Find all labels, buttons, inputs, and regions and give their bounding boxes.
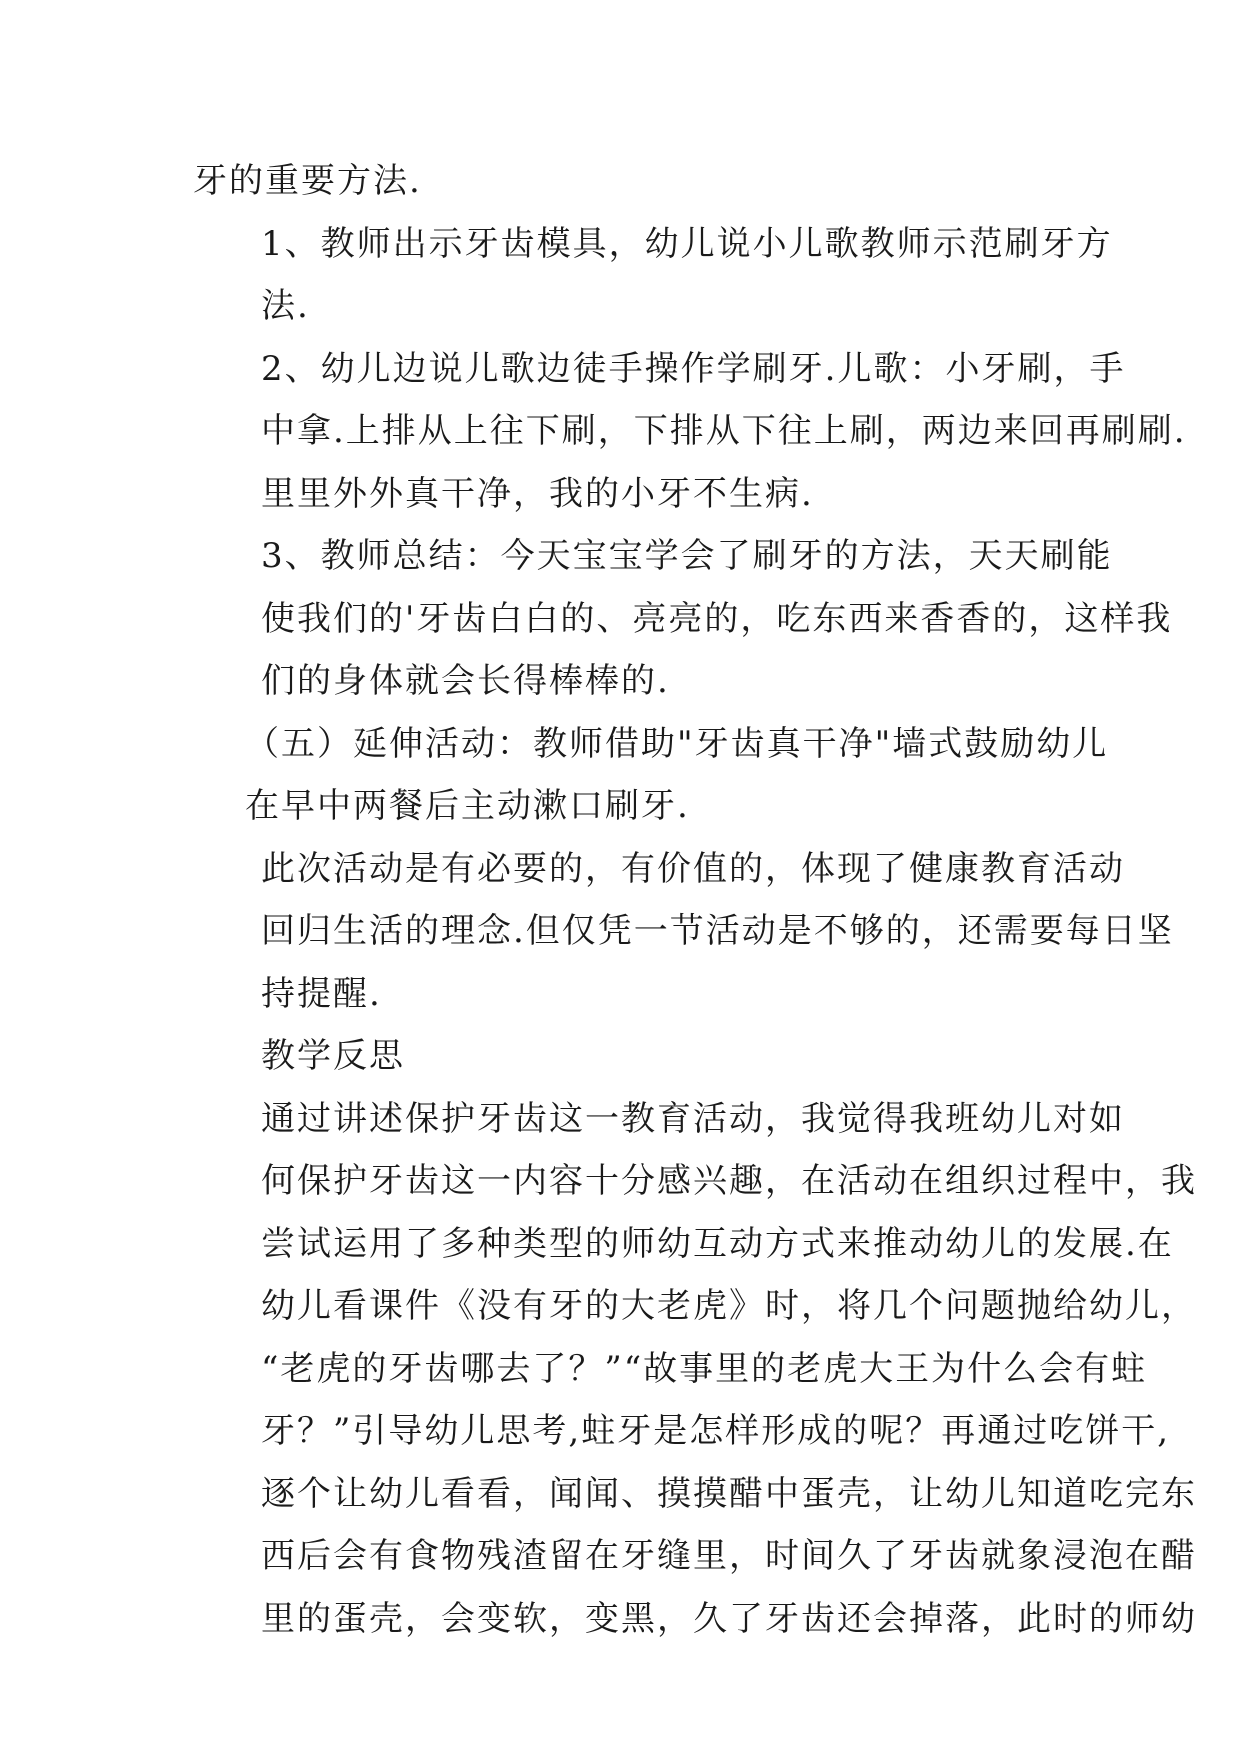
text-line: 们的身体就会长得棒棒的.	[261, 661, 670, 701]
text-line: 使我们的'牙齿白白的、亮亮的，吃东西来香香的，这样我	[261, 598, 1173, 639]
text-line: 中拿.上排从上往下刷，下排从下往上刷，两边来回再刷刷.	[261, 411, 1187, 451]
text-line: 在早中两餐后主动漱口刷牙.	[245, 786, 690, 826]
paragraph-reflection-body	[193, 1088, 1197, 1651]
text-line: 法.	[261, 286, 310, 326]
text-line: 此次活动是有必要的，有价值的，体现了健康教育活动	[261, 848, 1125, 889]
text-line: 通过讲述保护牙齿这一教育活动，我觉得我班幼儿对如	[261, 1098, 1125, 1139]
section-heading-reflection	[193, 1025, 1055, 1088]
text-line: 1、教师出示牙齿模具，幼儿说小儿歌教师示范刷牙方	[261, 223, 1113, 264]
text-line: 何保护牙齿这一内容十分感兴趣，在活动在组织过程中，我	[261, 1161, 1197, 1201]
paragraph-continuation	[193, 150, 1055, 213]
text-line: 牙的重要方法.	[193, 161, 422, 201]
text-line: 教学反思	[261, 1036, 405, 1076]
text-line: （五）延伸活动：教师借助"牙齿真干净"墙式鼓励幼儿	[245, 723, 1109, 764]
text-line: 尝试运用了多种类型的师幼互动方式来推动幼儿的发展.在	[261, 1223, 1174, 1264]
text-line: 回归生活的理念.但仅凭一节活动是不够的，还需要每日坚	[261, 911, 1174, 951]
paragraph-extension-activity	[193, 713, 1109, 838]
text-line: 2、幼儿边说儿歌边徒手操作学刷牙.儿歌：小牙刷，手	[261, 348, 1126, 389]
document-body	[193, 150, 1197, 1650]
text-line: 里的蛋壳，会变软，变黑，久了牙齿还会掉落，此时的师幼	[261, 1598, 1197, 1639]
paragraph-step-2	[193, 338, 1187, 526]
text-line: “老虎的牙齿哪去了？”“故事里的老虎大王为什么会有蛀	[261, 1348, 1148, 1389]
text-line: 牙？”引导幼儿思考,蛀牙是怎样形成的呢？再通过吃饼干,	[261, 1411, 1170, 1451]
text-line: 3、教师总结：今天宝宝学会了刷牙的方法，天天刷能	[261, 536, 1113, 576]
text-line: 持提醒.	[261, 973, 382, 1014]
paragraph-evaluation	[193, 838, 1174, 1026]
text-line: 逐个让幼儿看看，闻闻、摸摸醋中蛋壳，让幼儿知道吃完东	[261, 1473, 1197, 1514]
text-line: 幼儿看课件《没有牙的大老虎》时，将几个问题抛给幼儿，	[261, 1286, 1197, 1326]
text-line: 西后会有食物残渣留在牙缝里，时间久了牙齿就象浸泡在醋	[261, 1536, 1197, 1576]
paragraph-step-3	[193, 525, 1173, 713]
text-line: 里里外外真干净，我的小牙不生病.	[261, 473, 814, 514]
paragraph-step-1	[193, 213, 1113, 338]
